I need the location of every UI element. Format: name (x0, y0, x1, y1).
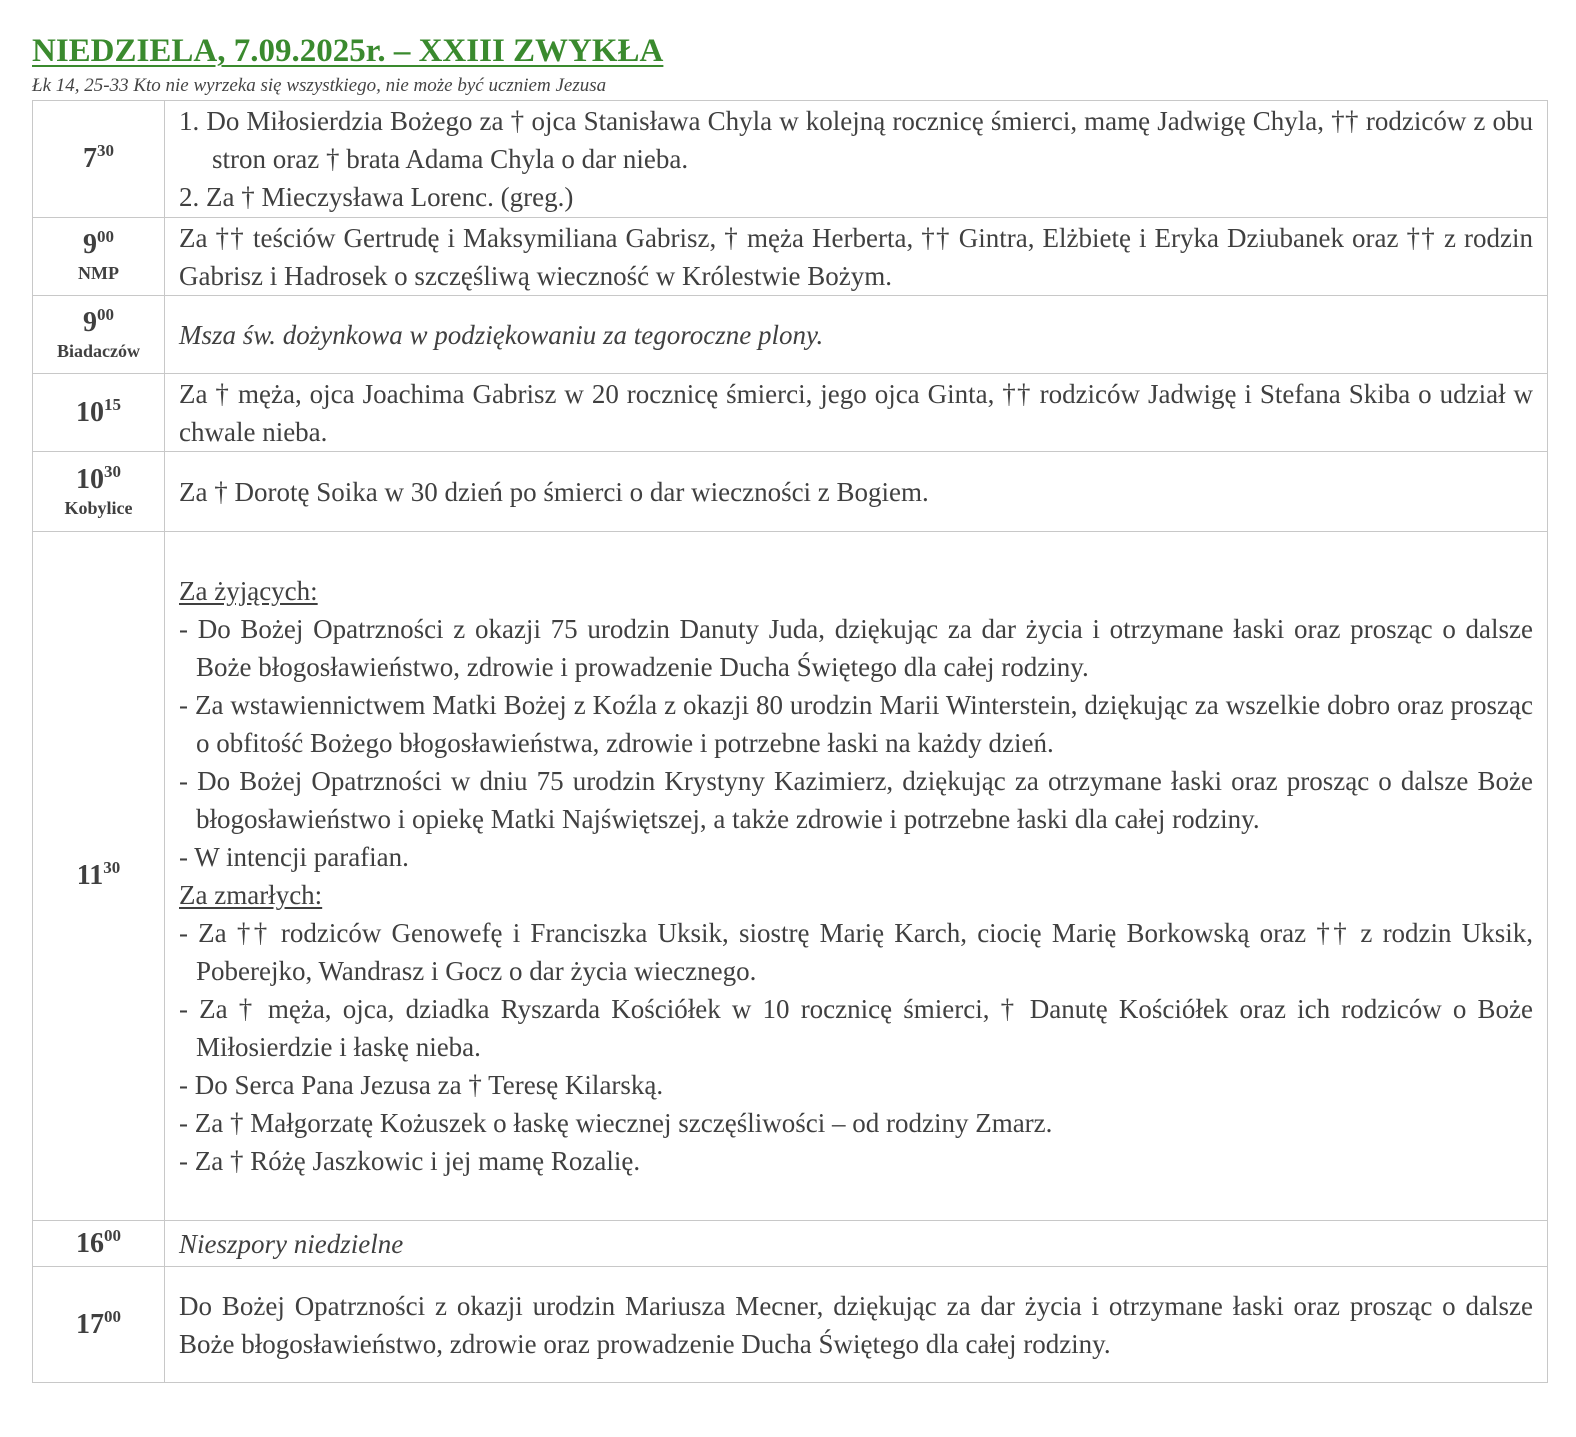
intention-text: Za † Dorotę Soika w 30 dzień po śmierci o dar wieczności z Bogiem. (179, 476, 929, 507)
intention-text: - Do Bożej Opatrzności w dniu 75 urodzin Krystyny Kazimierz, dziękując za otrzymane łaski oraz prosząc o dalsze Boże błogosławieństwo i opiekę Matki Najświętszej, a także zdrowie i potrzebne łaski dla całej rodziny. (179, 766, 1533, 834)
time-cell (33, 452, 165, 532)
mass-time: $9^{00}$ (83, 304, 114, 338)
intention-text: Za † męża, ojca Joachima Gabrisz w 20 rocznicę śmierci, jego ojca Ginta, †† rodziców Jadwigę i Stefana Skiba o udział w chwale nieba. (179, 378, 1533, 447)
time-cell (33, 1221, 165, 1267)
dead-heading: Za zmarłych: (179, 880, 323, 910)
intention-text: Za †† teściów Gertrudę i Maksymiliana Gabrisz, † męża Herberta, †† Gintra, Elżbietę i Eryka Dziubanek oraz †† z rodzin Gabrisz i Hadrosek o szczęśliwą wieczność w Królestwie Bożym. (179, 222, 1533, 291)
mass-time: $17^{00}$ (76, 1306, 121, 1340)
mass-time: $10^{30}$ (76, 461, 121, 495)
intention-text: - W intencji parafian. (179, 842, 409, 872)
page-title: NIEDZIELA, 7.09.2025r. – XXIII ZWYKŁA (32, 33, 664, 69)
mass-time: $11^{30}$ (76, 858, 121, 891)
intention-cell (165, 1221, 1548, 1267)
mass-time: $9^{00}$ (83, 226, 114, 260)
mass-place: Biadaczów (57, 340, 140, 361)
table-row (33, 1221, 1548, 1267)
intention-cell (165, 296, 1548, 374)
table-row (33, 532, 1548, 1221)
time-cell (33, 1267, 165, 1383)
intention-text: Do Bożej Opatrzności z okazji urodzin Mariusza Mecner, dziękując za dar życia i otrzymane łaski oraz prosząc o dalsze Boże błogosławieństwo, zdrowie oraz prowadzenie Ducha Świętego dla całej rodziny. (179, 1290, 1533, 1359)
table-row (33, 296, 1548, 374)
table-row (33, 101, 1548, 218)
intention-cell (165, 101, 1548, 218)
intention-text: - Do Serca Pana Jezusa za † Teresę Kilarską. (179, 1070, 664, 1100)
intention-text: - Do Bożej Opatrzności z okazji 75 urodzin Danuty Juda, dziękując za dar życia i otrzymane łaski oraz prosząc o dalsze Boże błogosławieństwo, zdrowie i prowadzenie Ducha Świętego dla całej rodziny. (179, 614, 1533, 682)
living-heading: Za żyjących: (179, 576, 318, 606)
intention-cell (165, 374, 1548, 452)
intention-text: 1. Do Miłosierdzia Bożego za † ojca Stanisława Chyla w kolejną rocznicę śmierci, mamę Jadwigę Chyla, †† rodziców z obu stron oraz † brata Adama Chyla o dar nieba. (179, 106, 1533, 174)
table-row (33, 218, 1548, 296)
table-row (33, 1267, 1548, 1383)
intention-text: Msza św. dożynkowa w podziękowaniu za tegoroczne plony. (179, 319, 824, 350)
mass-time: $16^{00}$ (76, 1225, 121, 1259)
mass-time: $10^{15}$ (76, 394, 121, 428)
time-cell (33, 218, 165, 296)
page (32, 30, 1548, 1383)
time-cell (33, 532, 165, 1221)
table-row (33, 452, 1548, 532)
intention-cell (165, 532, 1548, 1221)
intention-text: - Za † Małgorzatę Kożuszek o łaskę wiecznej szczęśliwości – od rodziny Zmarz. (179, 1108, 1053, 1138)
time-cell (33, 101, 165, 218)
intention-text: - Za † męża, ojca, dziadka Ryszarda Kościółek w 10 rocznicę śmierci, † Danutę Kościółek oraz ich rodziców o Boże Miłosierdzie i łaskę nieba. (179, 994, 1533, 1062)
mass-schedule-table (32, 100, 1548, 1383)
gospel-reading: Łk 14, 25-33 Kto nie wyrzeka się wszystkiego, nie może być uczniem Jezusa (32, 75, 607, 96)
table-row (33, 374, 1548, 452)
intention-text: 2. Za † Mieczysława Lorenc. (greg.) (179, 182, 574, 212)
mass-time: $7^{30}$ (83, 141, 114, 174)
intention-cell (165, 1267, 1548, 1383)
time-cell (33, 374, 165, 452)
mass-place: Kobylice (64, 497, 133, 518)
intention-text: - Za †† rodziców Genowefę i Franciszka Uksik, siostrę Marię Karch, ciocię Marię Borkowską oraz †† z rodzin Uksik, Poberejko, Wandrasz i Gocz o dar życia wiecznego. (179, 918, 1533, 986)
mass-place: NMP (78, 262, 119, 283)
intention-text: Nieszpory niedzielne (179, 1228, 404, 1259)
intention-cell (165, 218, 1548, 296)
intention-text: - Za † Różę Jaszkowic i jej mamę Rozalię. (179, 1146, 641, 1176)
intention-text: - Za wstawiennictwem Matki Bożej z Koźla z okazji 80 urodzin Marii Winterstein, dziękując za wszelkie dobro oraz prosząc o obfitość Bożego błogosławieństwa, zdrowie i potrzebne łaski na każdy dzień. (179, 690, 1533, 758)
intention-cell (165, 452, 1548, 532)
time-cell (33, 296, 165, 374)
